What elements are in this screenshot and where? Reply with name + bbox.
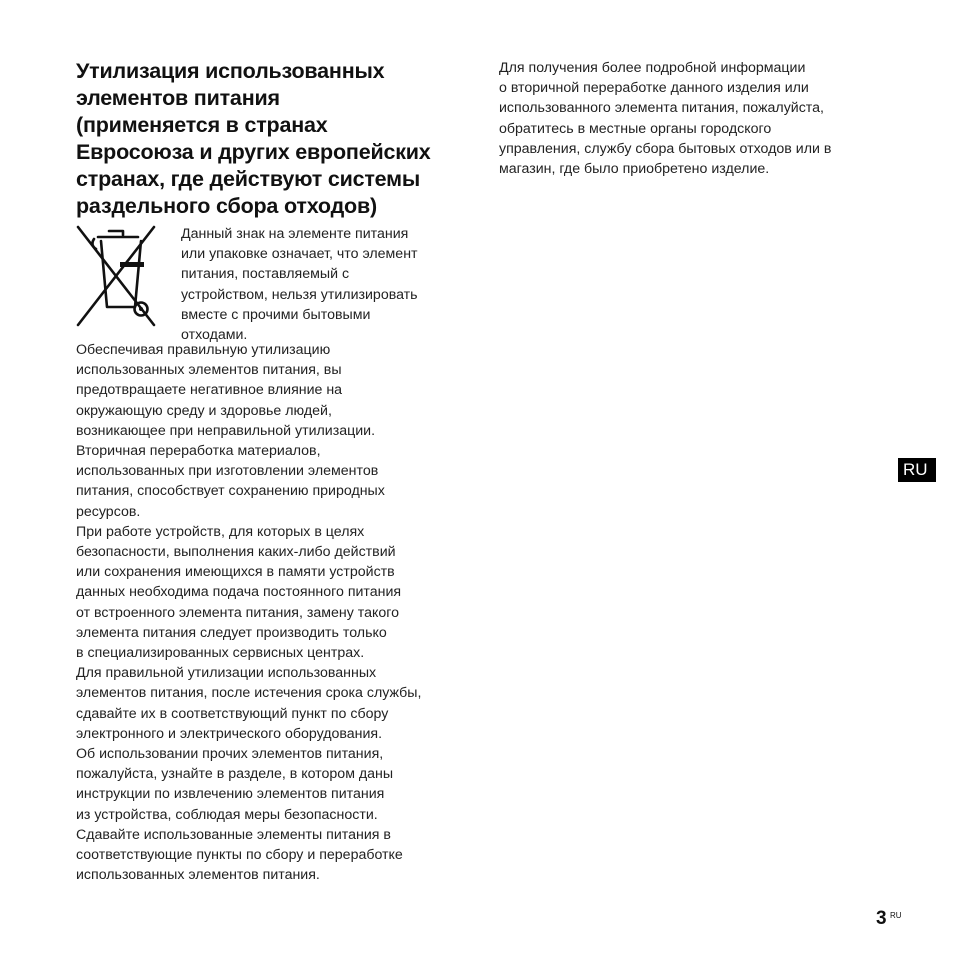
body-line: использованных элементов питания, вы (76, 362, 342, 379)
body-line: питания, способствует сохранению природных (76, 483, 385, 500)
intro-line: отходами. (181, 327, 248, 344)
body-line: использованных элементов питания. (76, 867, 320, 884)
language-tab: RU (898, 458, 936, 482)
body-line: Для правильной утилизации использованных (76, 665, 377, 682)
intro-line: устройством, нельзя утилизировать (181, 286, 418, 303)
right-line: использованного элемента питания, пожалуйста, (499, 100, 824, 117)
intro-line: или упаковке означает, что элемент (181, 246, 418, 263)
page-number: 3 (876, 908, 887, 929)
heading-line: элементов питания (76, 86, 280, 110)
body-line: или сохранения имеющихся в памяти устройств (76, 564, 395, 581)
right-line: обратитесь в местные органы городского (499, 120, 772, 137)
heading-line: (применяется в странах (76, 113, 328, 137)
intro-text (181, 224, 466, 345)
body-line: инструкции по извлечению элементов питания (76, 786, 385, 803)
body-line: данных необходима подача постоянного питания (76, 584, 402, 601)
body-line: Об использовании прочих элементов питания, (76, 746, 384, 763)
body-text (76, 340, 461, 885)
heading-line: Утилизация использованных (76, 59, 385, 83)
body-line: окружающую среду и здоровье людей, (76, 402, 332, 419)
intro-block (76, 224, 461, 344)
body-line: При работе устройств, для которых в целях (76, 523, 365, 540)
intro-line: вместе с прочими бытовыми (181, 306, 371, 323)
body-line: использованных при изготовлении элементов (76, 463, 379, 480)
body-line: сдавайте их в соответствующий пункт по сбору (76, 705, 389, 722)
body-line: безопасности, выполнения каких-либо действий (76, 544, 396, 561)
body-line: соответствующие пункты по сбору и переработке (76, 847, 403, 864)
right-line: управления, службу сбора бытовых отходов или в (499, 140, 832, 157)
intro-line: Данный знак на элементе питания (181, 226, 409, 242)
body-line: пожалуйста, узнайте в разделе, в котором даны (76, 766, 394, 783)
right-column (499, 58, 879, 179)
body-line: ресурсов. (76, 503, 141, 520)
body-line: из устройства, соблюдая меры безопасности. (76, 806, 378, 823)
body-line: Вторичная переработка материалов, (76, 443, 321, 460)
body-line: Обеспечивая правильную утилизацию (76, 342, 331, 358)
crossed-out-wheeled-bin-icon (76, 224, 156, 328)
section-heading (76, 58, 461, 220)
body-line: от встроенного элемента питания, замену такого (76, 604, 399, 621)
intro-line: питания, поставляемый с (181, 266, 350, 283)
heading-line: раздельного сбора отходов) (76, 194, 377, 218)
left-column (76, 58, 461, 885)
page-number-suffix: RU (890, 911, 902, 920)
body-line: электронного и электрического оборудования. (76, 725, 383, 742)
body-line: возникающее при неправильной утилизации. (76, 422, 376, 439)
body-line: в специализированных сервисных центрах. (76, 645, 365, 662)
right-line: о вторичной переработке данного изделия или (499, 80, 809, 97)
body-line: Сдавайте использованные элементы питания в (76, 826, 391, 843)
heading-line: Евросоюза и других европейских (76, 140, 431, 164)
body-line: элементов питания, после истечения срока службы, (76, 685, 422, 702)
body-line: элемента питания следует производить только (76, 624, 387, 641)
right-line: Для получения более подробной информации (499, 60, 806, 76)
body-line: предотвращаете негативное влияние на (76, 382, 343, 399)
right-line: магазин, где было приобретено изделие. (499, 161, 770, 178)
heading-line: странах, где действуют системы (76, 167, 421, 191)
